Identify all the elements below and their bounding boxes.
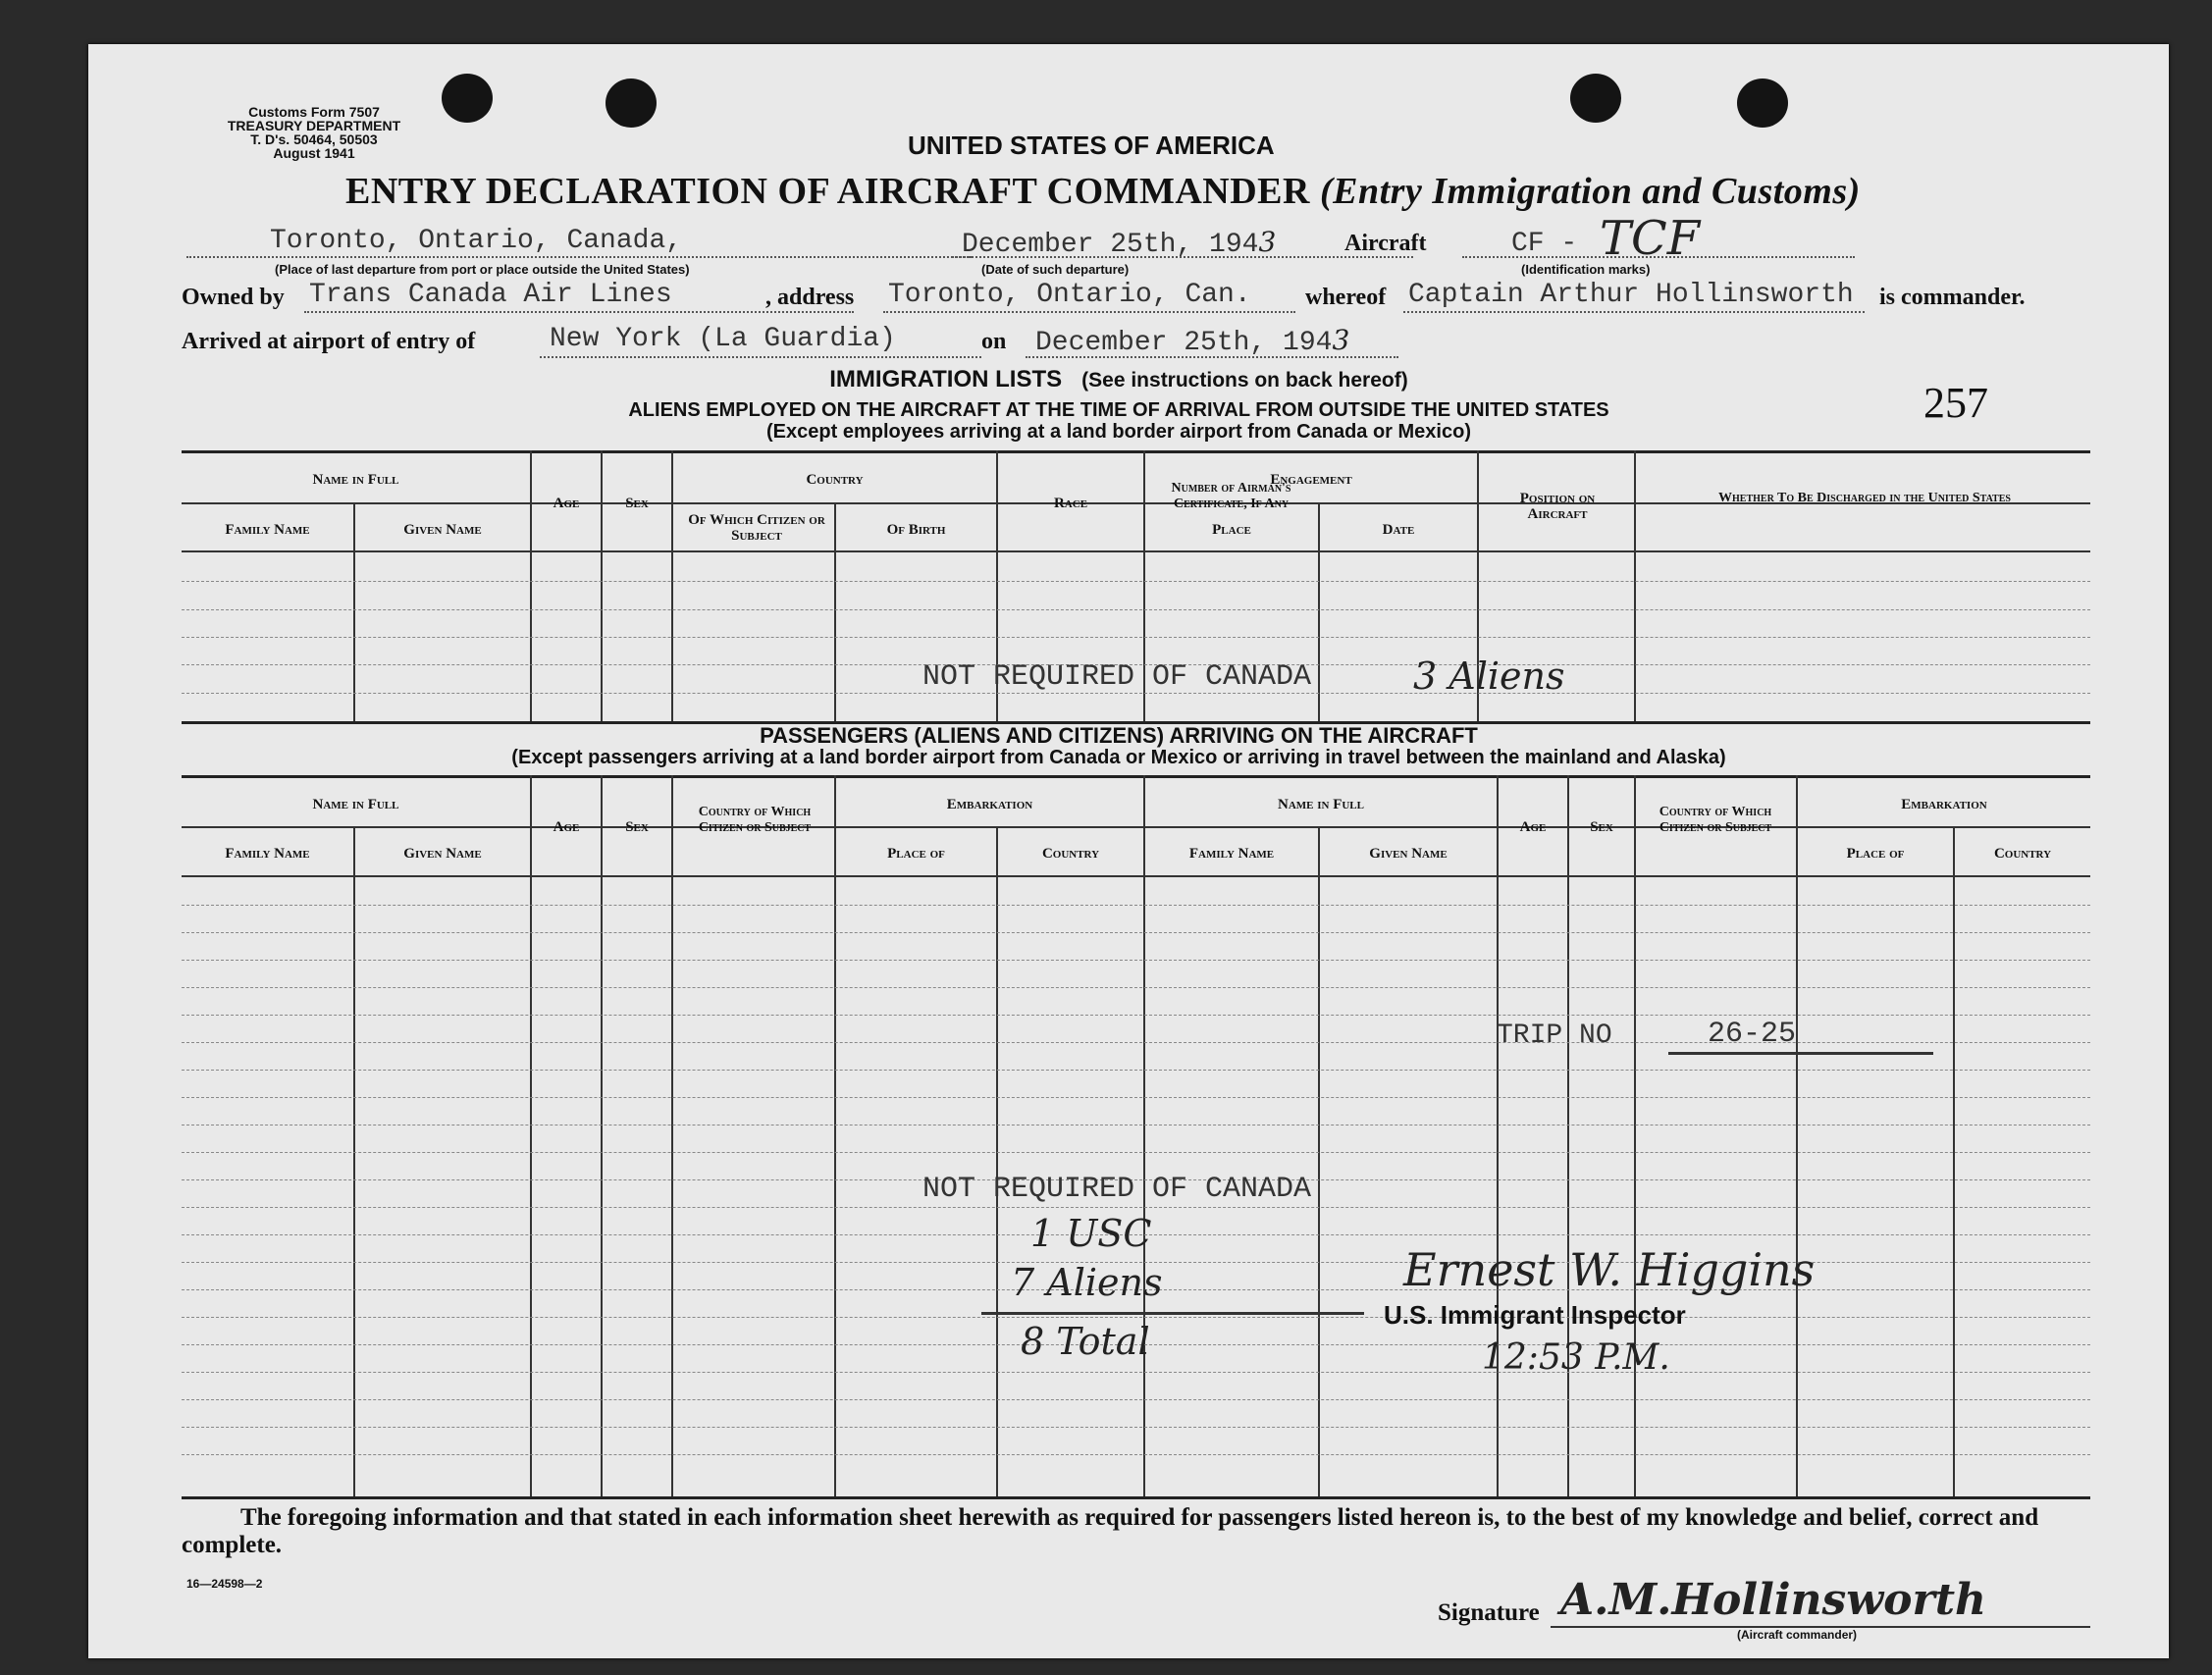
inspector-signature: Ernest W. Higgins (1403, 1243, 1816, 1296)
pax-header-place-of-2: Place of (1846, 846, 1905, 862)
whereof-label: whereof (1305, 285, 1387, 310)
footer-statement: The foregoing information and that stated in each information sheet herewith as required for passengers listed hereon is, to the best of my knowledge and belief, correct and complete. (182, 1504, 2039, 1558)
page-title (345, 170, 1861, 213)
immigration-stamp: NOT REQUIRED OF CANADA (922, 660, 1312, 694)
pax-header-embarkation: Embarkation (946, 797, 1033, 812)
immigration-title: IMMIGRATION LISTS (See instructions on back hereof) (829, 366, 1408, 393)
treasury-decisions: T. D's. 50464, 50503 (250, 131, 378, 147)
hand-note-usc: 1 USC (1030, 1212, 1152, 1255)
pax-header-sex-2: Sex (1590, 819, 1613, 835)
header-country: Country (806, 472, 864, 488)
header-place: Place (1212, 522, 1251, 538)
pax-header-country: Country (1041, 846, 1100, 862)
punch-hole (606, 79, 657, 128)
pax-header-age: Age (553, 819, 580, 835)
arrival-label: Arrived at airport of entry of (182, 329, 476, 354)
arrival-date: December 25th, 1943 (1035, 324, 1350, 358)
header-date: Date (1382, 522, 1415, 538)
pax-header-country-citizen-2: Country of Which Citizen or Subject (1659, 805, 1772, 835)
pax-header-embarkation-2: Embarkation (1901, 797, 1987, 812)
owner-address: Toronto, Ontario, Can. (888, 280, 1251, 310)
header-family-name: Family Name (225, 522, 310, 538)
inspector-title: U.S. Immigrant Inspector (1384, 1300, 1686, 1330)
hand-note-total: 8 Total (1021, 1320, 1150, 1363)
signature-caption: (Aircraft commander) (1737, 1628, 1858, 1642)
departure-place-caption: (Place of last departure from port or place outside the United States) (275, 262, 690, 277)
passengers-title: PASSENGERS (ALIENS AND CITIZENS) ARRIVING ON THE AIRCRAFT (760, 723, 1478, 748)
immigration-handwritten-note: 3 Aliens (1413, 654, 1565, 698)
form-date: August 1941 (273, 145, 355, 161)
immigration-subtitle: ALIENS EMPLOYED ON THE AIRCRAFT AT THE TIME OF ARRIVAL FROM OUTSIDE THE UNITED STATES (628, 399, 1609, 421)
header-discharged: Whether To Be Discharged in the United States (1718, 491, 2011, 505)
departure-place: Toronto, Ontario, Canada, (270, 226, 683, 256)
header-engagement: Engagement (1270, 472, 1352, 488)
departure-date: December 25th, 1943 (962, 226, 1277, 260)
departure-date-caption: (Date of such departure) (981, 262, 1130, 277)
aircraft-caption: (Identification marks) (1521, 262, 1651, 277)
pax-header-country-citizen: Country of Which Citizen or Subject (698, 805, 812, 835)
header-name-in-full: Name in Full (312, 472, 399, 488)
commander-name: Captain Arthur Hollinsworth (1408, 280, 1854, 310)
hand-note-aliens: 7 Aliens (1011, 1261, 1163, 1304)
form-number: Customs Form 7507 (248, 104, 380, 120)
signature-label: Signature (1438, 1599, 1540, 1626)
header-position: Position on Aircraft (1519, 491, 1596, 522)
form-header (177, 105, 451, 160)
header-sex: Sex (625, 496, 649, 511)
header-given-name: Given Name (403, 522, 482, 538)
document-number: 257 (1923, 379, 1988, 427)
aircraft-marks: TCF (1600, 211, 1701, 266)
title-country: UNITED STATES OF AMERICA (908, 131, 1275, 160)
owner-name: Trans Canada Air Lines (309, 280, 672, 310)
commander-suffix: is commander. (1879, 285, 2026, 310)
declaration-form-page (88, 44, 2169, 1658)
pax-header-given-name-2: Given Name (1369, 846, 1448, 862)
pax-header-name-in-full: Name in Full (312, 797, 399, 812)
title-sub: (Entry Immigration and Customs) (1319, 171, 1861, 212)
header-age: Age (553, 496, 580, 511)
arrival-airport: New York (La Guardia) (550, 324, 896, 354)
pax-header-family-name-2: Family Name (1188, 846, 1275, 862)
punch-hole (1570, 74, 1621, 123)
pax-header-sex: Sex (625, 819, 649, 835)
pax-header-age-2: Age (1519, 819, 1547, 835)
pax-header-name-in-full-2: Name in Full (1277, 797, 1364, 812)
header-of-birth: Of Birth (886, 522, 946, 538)
trip-number: 26-25 (1708, 1018, 1797, 1051)
title-main: ENTRY DECLARATION OF AIRCRAFT COMMANDER (345, 171, 1310, 212)
footer-form-number: 16—24598—2 (186, 1577, 263, 1591)
header-race: Race (1053, 496, 1088, 511)
commander-signature: A.M.Hollinsworth (1560, 1575, 1987, 1625)
passengers-subtitle: (Except passengers arriving at a land border airport from Canada or Mexico or arriving in travel between the mainland and Alaska) (511, 747, 1726, 768)
inspector-time: 12:53 P.M. (1482, 1337, 1670, 1378)
pax-header-family-name: Family Name (225, 846, 310, 862)
address-label: , address (765, 285, 855, 310)
pax-header-country-2: Country (1993, 846, 2052, 862)
owned-by-label: Owned by (182, 285, 285, 310)
department: TREASURY DEPARTMENT (227, 118, 401, 133)
passengers-stamp: NOT REQUIRED OF CANADA (922, 1173, 1312, 1206)
punch-hole (1737, 79, 1788, 128)
trip-label: TRIP NO (1497, 1021, 1612, 1051)
arrival-on-label: on (981, 329, 1007, 354)
pax-header-place-of: Place of (887, 846, 945, 862)
pax-header-given-name: Given Name (403, 846, 482, 862)
aircraft-label: Aircraft (1344, 231, 1427, 256)
header-certificate: Number of Airman's Certificate, If Any (1171, 481, 1291, 511)
aircraft-prefix: CF - (1511, 229, 1578, 259)
immigration-subtitle-note: (Except employees arriving at a land border airport from Canada or Mexico) (766, 421, 1471, 443)
header-citizen-of: Of Which Citizen or Subject (688, 512, 825, 544)
